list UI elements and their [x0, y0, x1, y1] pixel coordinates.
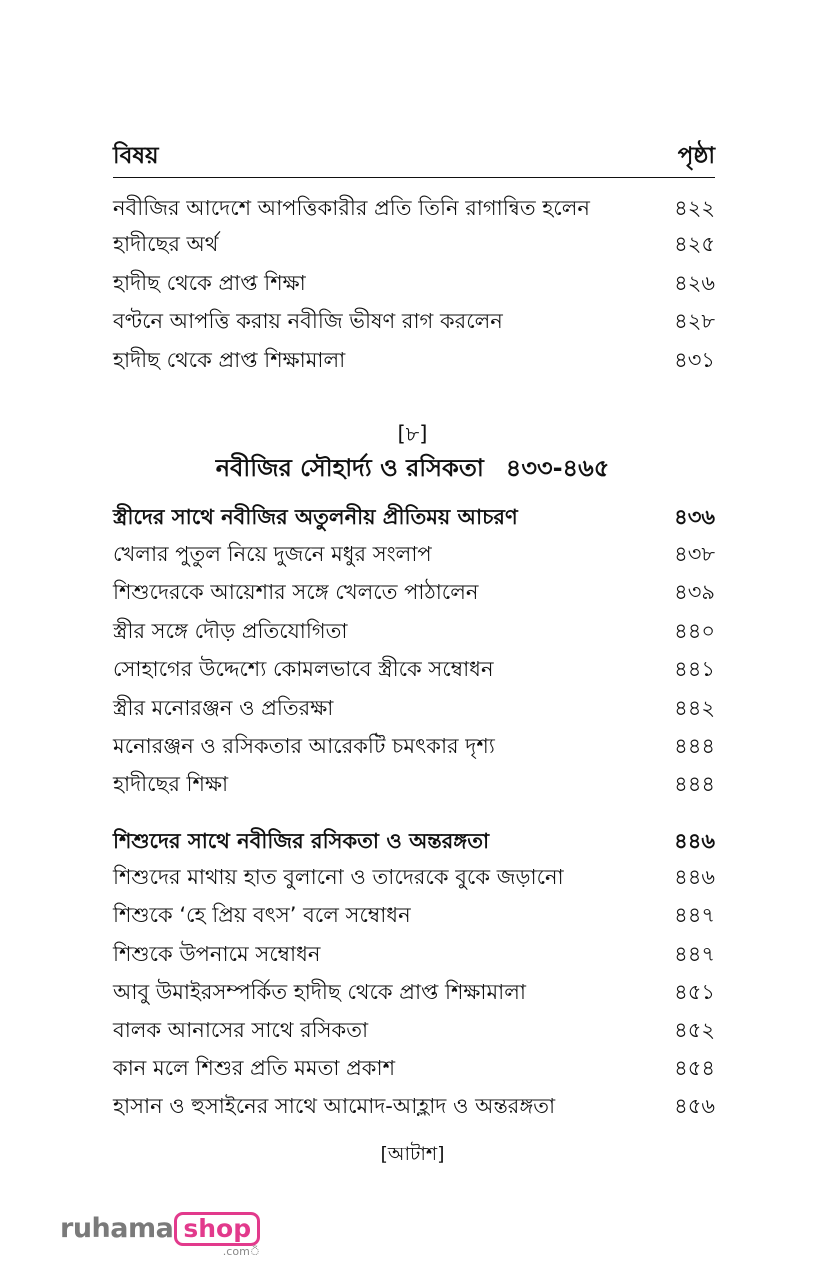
chapter-number: [৮]	[397, 422, 428, 446]
section-heading-title: স্ত্রীদের সাথে নবীজির অতুলনীয় প্রীতিময় আচরণ	[113, 504, 518, 529]
toc-header	[113, 140, 715, 176]
toc-entry	[113, 654, 715, 686]
entry-title: শিশুদেরকে আয়েশার সঙ্গে খেলতে পাঠালেন	[113, 579, 479, 604]
toc-entry	[113, 539, 715, 571]
toc-entry	[113, 1053, 715, 1085]
chapter-title-text: নবীজির সৌহার্দ্য ও রসিকতা	[215, 454, 484, 482]
toc-entry	[113, 306, 715, 338]
entry-page: ৪৪২	[674, 695, 715, 720]
logo-word-shop: shop	[174, 1212, 260, 1246]
toc-entry	[113, 900, 715, 932]
toc-entry	[113, 268, 715, 300]
entry-page: ৪৪০	[674, 618, 715, 643]
entry-title: বালক আনাসের সাথে রসিকতা	[113, 1017, 369, 1042]
page-column-label: পৃষ্ঠা	[677, 143, 715, 169]
toc-entry	[113, 577, 715, 609]
entry-title: শিশুদের মাথায় হাত বুলানো ও তাদেরকে বুকে জড়ানো	[113, 864, 564, 889]
toc-entry	[113, 731, 715, 763]
entry-title: হাদীছ থেকে প্রাপ্ত শিক্ষা	[113, 270, 306, 295]
entry-page: ৪২৬	[674, 270, 715, 295]
header-divider	[113, 177, 715, 178]
toc-entry	[113, 977, 715, 1009]
logo-domain-suffix: .comঁ	[222, 1245, 261, 1258]
entry-title: হাদীছের অর্থ	[113, 231, 219, 256]
page-number-label: [আটাশ]	[380, 1143, 445, 1165]
entry-page: ৪৩৯	[674, 579, 715, 604]
entry-title: আবু উমাইরসম্পর্কিত হাদীছ থেকে প্রাপ্ত শিক্ষামালা	[113, 979, 526, 1004]
entry-page: ৪৪১	[674, 656, 715, 681]
entry-page: ৪৫২	[674, 1017, 715, 1042]
entry-page: ৪৫১	[674, 979, 715, 1004]
toc-entry	[113, 693, 715, 725]
toc-entry	[113, 1015, 715, 1047]
entry-page: ৪২২	[674, 195, 715, 220]
entry-page: ৪৪৭	[674, 941, 715, 966]
entry-page: ৪৩৮	[674, 541, 715, 566]
toc-entry	[113, 229, 715, 261]
logo-shop-group	[174, 1212, 261, 1258]
entry-page: ৪৪৪	[674, 733, 715, 758]
entry-title: শিশুকে উপনামে সম্বোধন	[113, 941, 321, 966]
entry-title: স্ত্রীর মনোরঞ্জন ও প্রতিরক্ষা	[113, 695, 334, 720]
entry-page: ৪৪৪	[674, 771, 715, 796]
chapter-title	[0, 450, 825, 490]
entry-page: ৪৪৭	[674, 902, 715, 927]
toc-entry	[113, 939, 715, 971]
entry-page: ৪৩১	[674, 347, 715, 372]
toc-entry	[113, 193, 715, 225]
entry-title: কান মলে শিশুর প্রতি মমতা প্রকাশ	[113, 1055, 395, 1080]
toc-entry	[113, 769, 715, 801]
entry-title: খেলার পুতুল নিয়ে দুজনে মধুর সংলাপ	[113, 541, 432, 566]
entry-title: হাসান ও হুসাইনের সাথে আমোদ-আহ্লাদ ও অন্তরঙ্গতা	[113, 1093, 556, 1118]
chapter-page-range: ৪৩৩-৪৬৫	[505, 454, 610, 482]
ruhamashop-logo	[60, 1212, 260, 1258]
logo-word-ruhama: ruhama	[60, 1213, 174, 1244]
section-heading	[113, 826, 715, 858]
entry-page: ৪২৮	[674, 308, 715, 333]
entry-page: ৪৫৬	[674, 1093, 715, 1118]
entry-page: ৪৪৬	[674, 864, 715, 889]
entry-title: মনোরঞ্জন ও রসিকতার আরেকটি চমৎকার দৃশ্য	[113, 733, 495, 758]
entry-title: স্ত্রীর সঙ্গে দৌড় প্রতিযোগিতা	[113, 618, 348, 643]
toc-entry	[113, 345, 715, 377]
entry-title: শিশুকে ‘হে প্রিয় বৎস’ বলে সম্বোধন	[113, 902, 411, 927]
entry-page: ৪২৫	[674, 231, 715, 256]
toc-entry	[113, 616, 715, 648]
entry-title: সোহাগের উদ্দেশ্যে কোমলভাবে স্ত্রীকে সম্বোধন	[113, 656, 494, 681]
section-heading-page: ৪৪৬	[674, 828, 715, 853]
toc-entry	[113, 1091, 715, 1123]
section-heading	[113, 502, 715, 534]
entry-title: হাদীছের শিক্ষা	[113, 771, 229, 796]
section-heading-page: ৪৩৬	[674, 504, 715, 529]
entry-page: ৪৫৪	[674, 1055, 715, 1080]
entry-title: নবীজির আদেশে আপত্তিকারীর প্রতি তিনি রাগান্বিত হলেন	[113, 195, 590, 220]
entry-title: হাদীছ থেকে প্রাপ্ত শিক্ষামালা	[113, 347, 346, 372]
toc-entry	[113, 862, 715, 894]
subject-column-label: বিষয়	[113, 143, 159, 169]
entry-title: বণ্টনে আপত্তি করায় নবীজি ভীষণ রাগ করলেন	[113, 308, 503, 333]
section-heading-title: শিশুদের সাথে নবীজির রসিকতা ও অন্তরঙ্গতা	[113, 828, 490, 853]
